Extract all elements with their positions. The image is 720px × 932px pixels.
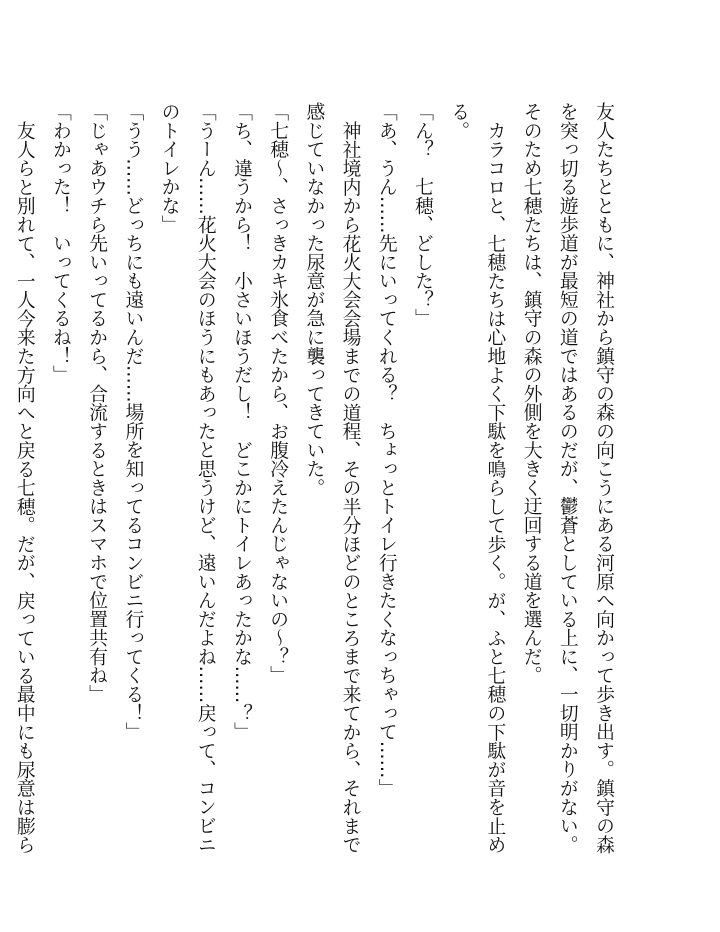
dialogue-line: 「うーん……花火大会のほうにもあったと思うけど、遠いんだよね……戻って、コンビニのトイレかな」 [158,102,216,854]
dialogue-line: 「わかった！ いってくるね！」 [49,102,71,384]
paragraph: 友人らと別れて、一人今来た方向へと戻る七穂。だが、戻っている最中にも尿意は膨ら [13,120,35,854]
dialogue-line: 「七穂～、さっきカキ氷食べたから、お腹冷えたんじゃないの～？」 [267,102,289,685]
dialogue-line: 「ち、違うから！ 小さいほうだし！ どこかにトイレあったかな……？」 [230,102,252,741]
vertical-text-body [13,102,621,862]
dialogue-line: 「じゃあウチら先いってるから、合流するときはスマホで位置共有ね」 [86,102,108,704]
dialogue-line: 「あ、うん……先にいってくれる？ ちょっとトイレ行きたくなっちゃって……」 [375,102,397,798]
paragraph: 神社境内から花火大会会場までの道程、その半分ほどのところまで来てから、それまで感じていなかった尿意が急に襲ってきていた。 [303,102,361,854]
paragraph: 友人たちとともに、神社から鎮守の森の向こうにある河原へ向かって歩き出す。鎮守の森を突っ切る遊歩道が最短の道ではあるのだが、鬱蒼としている上に、一切明かりがない。そのため七穂たちは、鎮守の森の外側を大きく迂回する道を選んだ。 [520,102,614,854]
dialogue-line: 「ん？ 七穂、どした？」 [411,102,433,328]
paragraph: カラコロと、七穂たちは心地よく下駄を鳴らして歩く。が、ふと七穂の下駄が音を止める。 [448,102,506,854]
dialogue-line: 「うう……どっちにも遠いんだ……場所を知ってるコンビニ行ってくる！」 [122,102,144,741]
